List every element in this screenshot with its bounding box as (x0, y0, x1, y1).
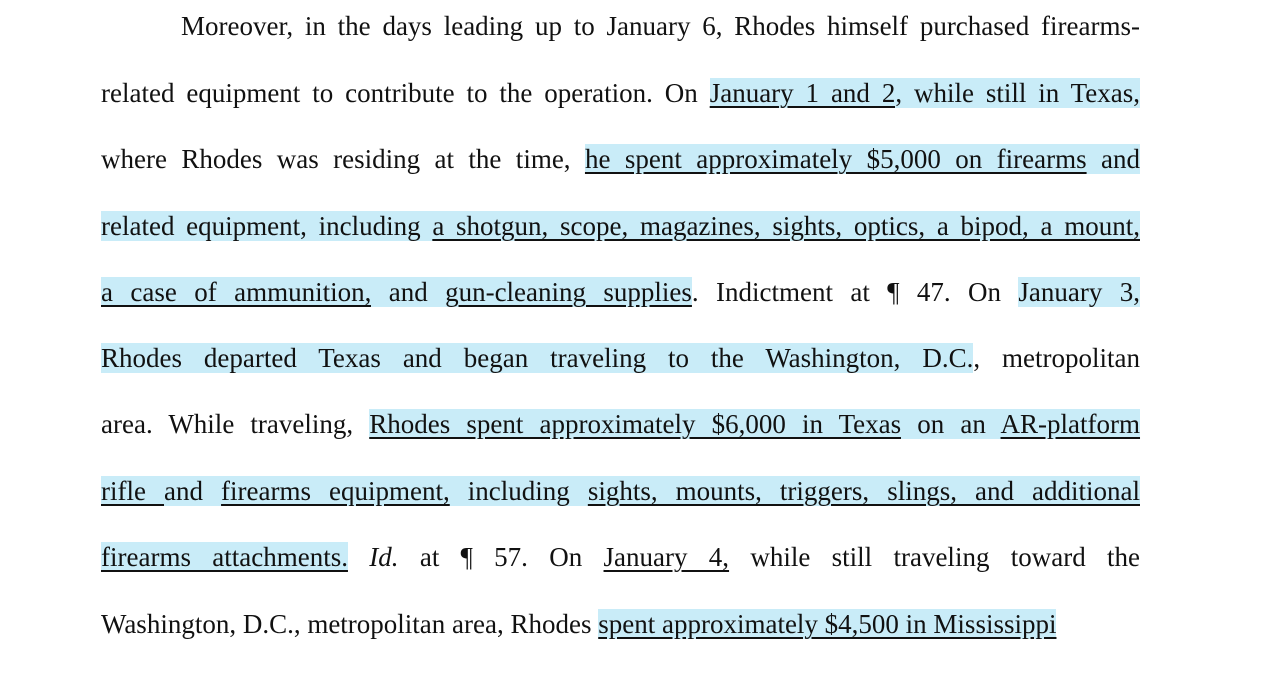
text-segment (348, 542, 369, 572)
highlighted-underlined-text: he spent approximately $5,000 on firearms (584, 144, 1087, 174)
text-line-10 (101, 604, 1140, 644)
highlighted-text: January 3, (1018, 277, 1141, 307)
highlighted-text: and (164, 476, 222, 506)
text-line-9 (101, 537, 1140, 577)
highlighted-text: and (371, 277, 446, 307)
highlighted-text: , while still in Texas, (895, 78, 1140, 108)
highlighted-text: on an (901, 409, 1001, 439)
highlighted-underlined-text: rifle (101, 476, 165, 506)
text-line-7 (101, 404, 1140, 444)
text-line-4 (101, 206, 1140, 246)
highlighted-underlined-text: firearms equipment, (221, 476, 450, 506)
highlighted-underlined-text: firearms attachments. (101, 542, 348, 572)
text-line-5 (101, 272, 1140, 312)
text-segment: area. While traveling, (101, 409, 370, 439)
text-line-2 (101, 73, 1140, 113)
highlighted-underlined-text: Rhodes spent approximately $6,000 in Texas (369, 409, 902, 439)
text-line-6 (101, 338, 1140, 378)
highlighted-text: related equipment, including (101, 211, 433, 241)
text-segment: Moreover, in the days leading up to January 6, Rhodes himself purchased firearms- (181, 11, 1140, 41)
text-segment: while still traveling toward the (729, 542, 1141, 572)
highlighted-underlined-text: a shotgun, scope, magazines, sights, optics, a bipod, a mount, (432, 211, 1140, 241)
highlighted-underlined-text: AR-platform (1000, 409, 1141, 439)
text-segment: , metropolitan (973, 343, 1141, 373)
highlighted-text: and (1086, 144, 1140, 174)
highlighted-underlined-text: sights, mounts, triggers, slings, and additional (587, 476, 1140, 506)
text-line-8 (101, 471, 1140, 511)
text-segment: related equipment to contribute to the operation. On (101, 78, 710, 108)
text-segment: Washington, D.C., metropolitan area, Rhodes (101, 609, 599, 639)
text-line-3 (101, 139, 1140, 179)
highlighted-underlined-text: gun-cleaning supplies (445, 277, 692, 307)
highlighted-text: including (449, 476, 588, 506)
italic-citation: Id. (369, 542, 399, 572)
highlighted-underlined-text: a case of ammunition, (101, 277, 372, 307)
highlighted-underlined-text: spent approximately $4,500 in Mississippi (598, 609, 1057, 639)
highlighted-text: Rhodes departed Texas and began traveling to the Washington, D.C. (101, 343, 974, 373)
text-segment: where Rhodes was residing at the time, (101, 144, 585, 174)
text-line-1 (181, 6, 1140, 46)
underlined-text: January 4, (603, 542, 730, 572)
text-segment: . Indictment at ¶ 47. On (691, 277, 1019, 307)
text-segment: at ¶ 57. On (398, 542, 604, 572)
highlighted-underlined-text: January 1 and 2 (709, 78, 896, 108)
